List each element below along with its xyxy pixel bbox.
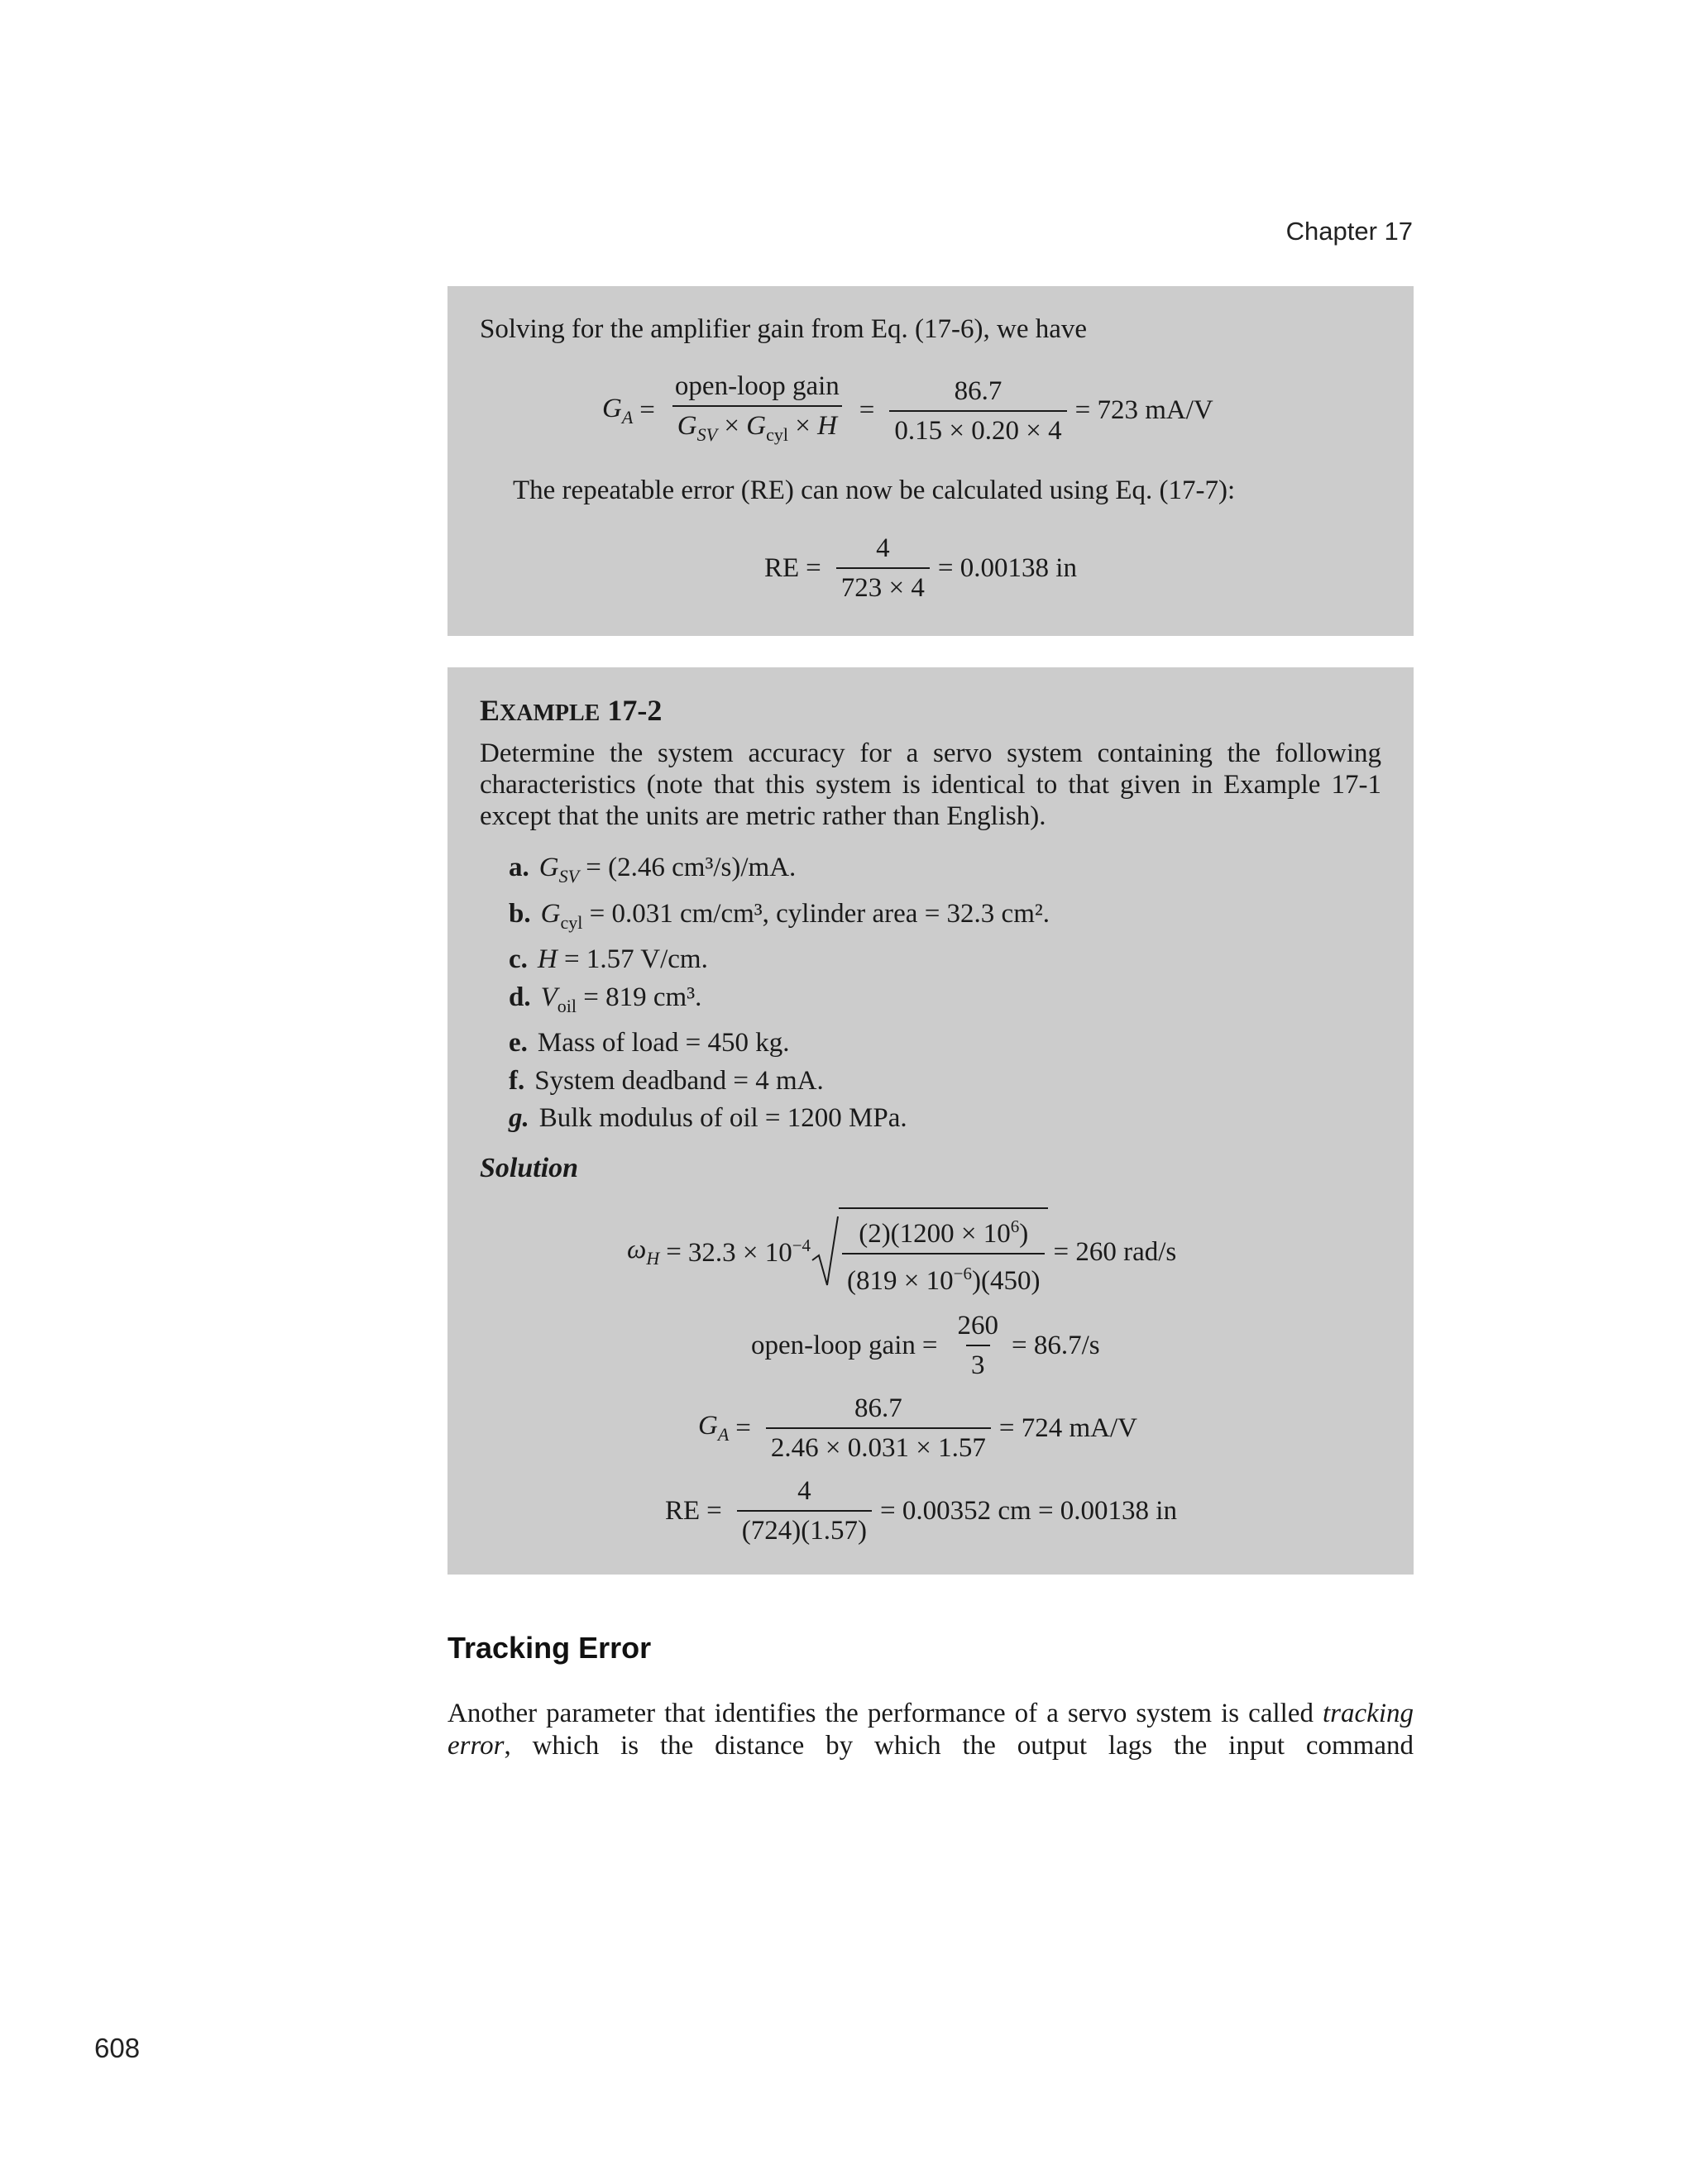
radical-sign-icon xyxy=(811,1216,839,1288)
example-title: EXAMPLE 17-2 xyxy=(480,694,663,727)
equation-natural-frequency: $\omega_H$ = $32.3 \times 10^{-4}$ $\frac{(2)(1200 \times 10^6)}{(819 \times 10^{-6})(450)}$ = 260 rad/s xyxy=(627,1207,1176,1297)
box1-intro: Solving for the amplifier gain from Eq. (17-6), we have xyxy=(480,314,1088,344)
ga-fraction: $\frac{86.7}{2.46 \times 0.031 \times 1.57}$ xyxy=(766,1393,991,1464)
list-item: e. Mass of load = 450 kg. xyxy=(509,1028,790,1058)
equation-repeatable-error: RE = $\frac{4}{723 \times 4}$ = 0.00138 in xyxy=(764,533,1077,603)
fraction-numeric: $\frac{86.7}{0.15 \times 0.20 \times 4}$ xyxy=(889,375,1066,447)
section-heading: Tracking Error xyxy=(447,1631,652,1665)
equation-amplifier-gain: $G_A$ = $\frac{\text{open-loop gain}}{G_{SV} \times G_{cyl} \times H}$ = $\frac{86.7}{0.15 \times 0.20 \times 4}$ = 723 mA/V xyxy=(602,370,1213,451)
olg-fraction: $\frac{260}{3}$ xyxy=(957,1311,998,1380)
solution-label: Solution xyxy=(480,1153,579,1183)
box1-re-text: The repeatable error (RE) can now be calculated using Eq. (17-7): xyxy=(513,476,1236,505)
square-root xyxy=(811,1207,1048,1297)
list-item: g. Bulk modulus of oil = 1200 MPa. xyxy=(509,1103,907,1133)
list-item: a. $G_{SV} = (2.46$ cm³/s)/mA. xyxy=(509,853,797,887)
characteristics-list xyxy=(509,849,1050,1138)
re-metric-fraction: $\frac{4}{(724)(1.57)}$ xyxy=(737,1475,872,1546)
list-item: c. H = 1.57 V/cm. xyxy=(509,944,708,974)
equation-repeatable-error-metric: RE = $\frac{4}{(724)(1.57)}$ = 0.00352 cm = 0.00138 in xyxy=(665,1476,1177,1546)
page-number: 608 xyxy=(94,2033,141,2063)
list-item: f. System deadband = 4 mA. xyxy=(509,1065,824,1096)
sqrt-fraction: $\frac{(2)(1200 \times 10^6)}{(819 \times 10^{-6})(450)}$ xyxy=(842,1211,1045,1297)
body-paragraph: Another parameter that identifies the performance of a servo system is called tracking error, which is the distance by which the output lags the input command xyxy=(447,1699,1414,1761)
list-item: b. $G_{cyl} = 0.031$ cm/cm³, cylinder area = 32.3 cm². xyxy=(509,898,1050,933)
chapter-header: Chapter 17 xyxy=(1285,217,1413,246)
equation-open-loop-gain: open-loop gain = $\frac{260}{3}$ = 86.7/s xyxy=(751,1311,1100,1380)
eq-result: = 723 mA/V xyxy=(1074,395,1213,425)
example-description: Determine the system accuracy for a servo system containing the following characteristics (note that this system is identical to that given in Example 17-1 except that the units are metric rather than English). xyxy=(480,738,1381,831)
fraction-open-loop: $\frac{\text{open-loop gain}}{G_{SV} \times G_{cyl} \times H}$ xyxy=(670,370,845,451)
re-fraction: $\frac{4}{723 \times 4}$ xyxy=(836,533,930,604)
eq-lhs: $G_A$ xyxy=(602,393,634,428)
list-item: d. $V_{oil} = 819$ cm³. xyxy=(509,982,702,1016)
equation-amplifier-gain-metric: $G_A$ = $\frac{86.7}{2.46 \times 0.031 \times 1.57}$ = 724 mA/V xyxy=(698,1393,1138,1463)
